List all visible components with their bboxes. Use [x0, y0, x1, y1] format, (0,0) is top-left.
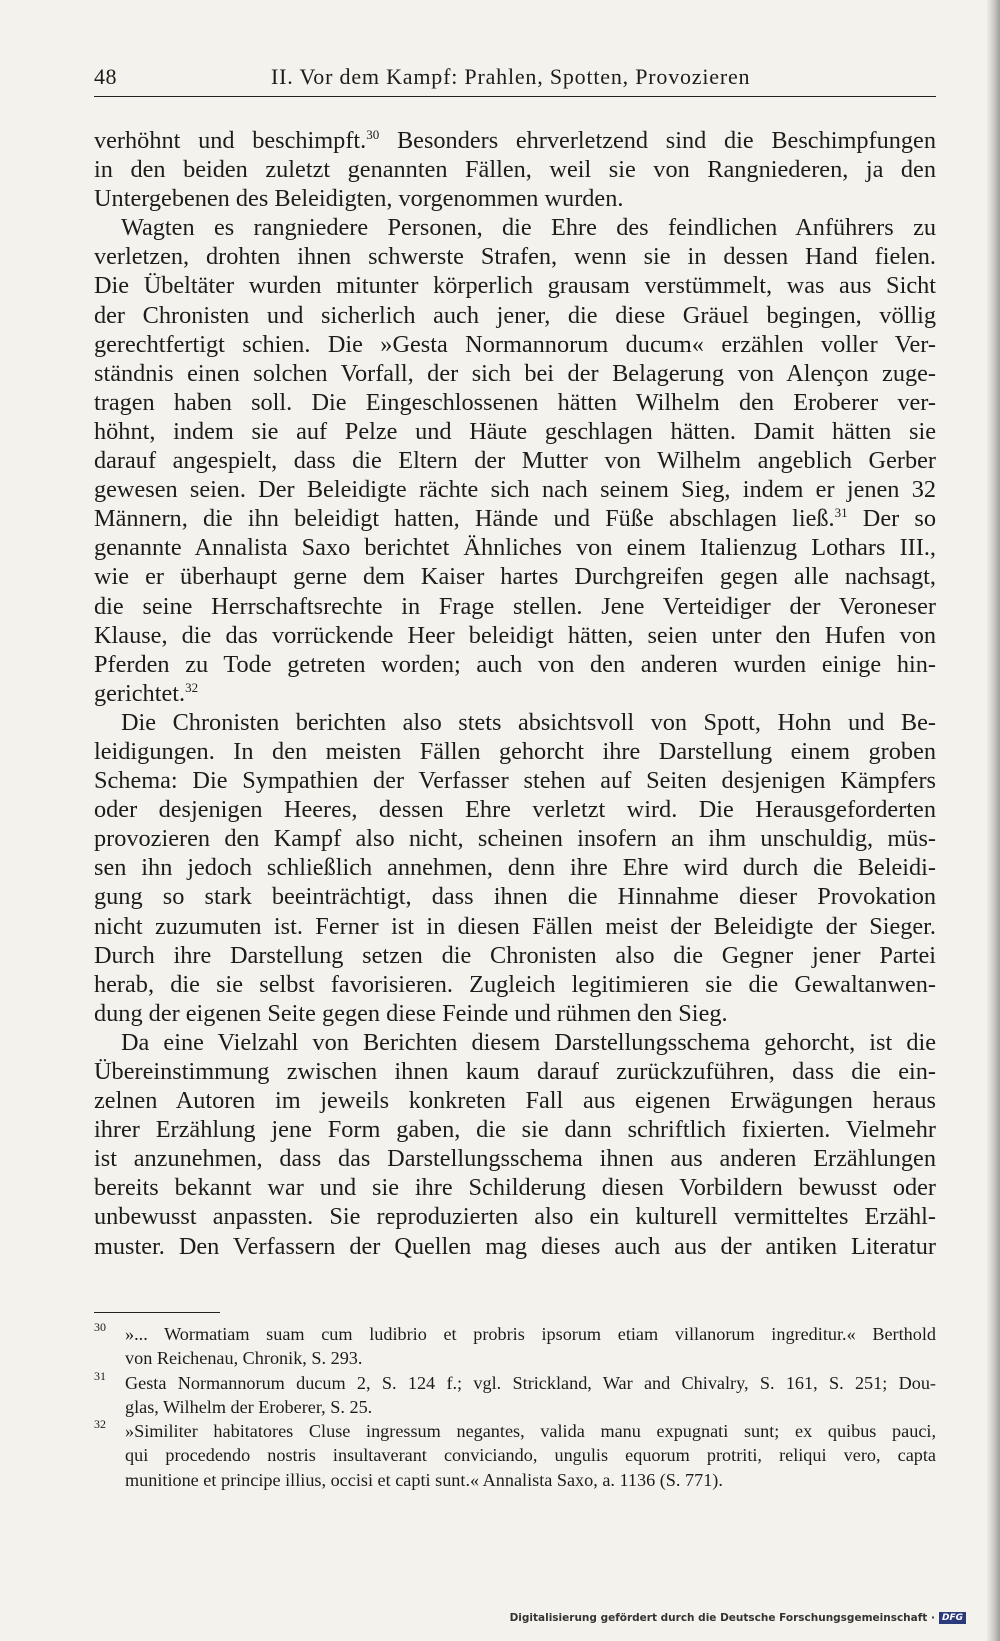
page-header	[94, 62, 936, 97]
text-line: höhnt, indem sie auf Pelze und Häute geschlagen hätten. Damit hätten sie	[94, 417, 936, 445]
text-line: sen ihn jedoch schließlich annehmen, denn ihre Ehre wird durch die Beleidi-	[94, 854, 936, 882]
text-line: Klause, die das vorrückende Heer beleidigt hätten, seien unter den Hufen von	[94, 621, 936, 649]
footnote-number: 30	[94, 1320, 106, 1334]
text-line: provozieren den Kampf also nicht, scheinen insofern an ihm unschuldig, müs-	[94, 825, 936, 853]
footnote-number: 32	[94, 1417, 106, 1432]
running-head: II. Vor dem Kampf: Prahlen, Spotten, Provozieren	[271, 64, 751, 89]
digitization-credit	[510, 1612, 966, 1624]
text-line: Durch ihre Darstellung setzen die Chronisten also die Gegner jener Partei	[94, 941, 936, 969]
footnote	[94, 1322, 936, 1371]
text-line: Die Übeltäter wurden mitunter körperlich grausam verstümmelt, was aus Sicht	[94, 272, 936, 300]
footnote-separator	[94, 1312, 220, 1313]
footnote-ref: 31	[834, 505, 848, 521]
text-line: gung so stark beeinträchtigt, dass ihnen die Hinnahme dieser Provokation	[94, 883, 936, 911]
text-line: Untergebenen des Beleidigten, vorgenommen wurden.	[94, 185, 624, 213]
text-line: tragen haben soll. Die Eingeschlossenen hätten Wilhelm den Eroberer ver-	[94, 388, 936, 416]
text-line: nicht zuzumuten ist. Ferner ist in diesen Fällen meist der Beleidigte der Sieger.	[94, 912, 936, 940]
text-line: darauf angespielt, dass die Eltern der Mutter von Wilhelm angeblich Gerber	[94, 447, 936, 475]
footnote-line: »... Wormatiam suam cum ludibrio et probris ipsorum etiam villanorum ingreditur.« Berthold	[125, 1324, 936, 1344]
page-edge-shadow	[986, 0, 1000, 1641]
text-line: oder desjenigen Heeres, dessen Ehre verletzt wird. Die Herausgeforderten	[94, 796, 936, 824]
text-line: genannte Annalista Saxo berichtet Ähnliches von einem Italienzug Lothars III.,	[94, 534, 936, 562]
footnote-line: »Similiter habitatores Cluse ingressum negantes, valida manu expugnati sunt; ex quibus pauci,	[125, 1421, 936, 1442]
text-line: ihrer Erzählung jene Form gaben, die sie dann schriftlich fixierten. Vielmehr	[94, 1116, 936, 1144]
text-line: herab, die sie selbst favorisieren. Zugleich legitimieren sie die Gewaltanwen-	[94, 970, 936, 998]
footnote	[94, 1368, 936, 1420]
credit-text: Digitalisierung gefördert durch die Deutsche Forschungsgemeinschaft ·	[509, 1612, 935, 1624]
text-line: gerechtfertigt schien. Die »Gesta Normannorum ducum« erzählen voller Ver-	[94, 330, 936, 358]
footnotes	[94, 1322, 936, 1492]
text-line: bereits bekannt war und sie ihre Schilderung diesen Vorbildern bewusst oder	[94, 1174, 936, 1202]
text-line: ständnis einen solchen Vorfall, der sich bei der Belagerung von Alençon zuge-	[94, 359, 936, 387]
text-line: Männern, die ihn beleidigt hatten, Hände und Füße abschlagen ließ.$^{31}$ Der so	[94, 505, 937, 533]
text-line: zelnen Autoren im jeweils konkreten Fall aus eigenen Erwägungen heraus	[94, 1087, 936, 1115]
text-line: in den beiden zuletzt genannten Fällen, weil sie von Rangniederen, ja den	[94, 156, 936, 184]
footnote-ref: 32	[185, 679, 199, 695]
text-line: unbewusst anpassten. Sie reproduzierten also ein kulturell vermitteltes Erzähl-	[94, 1203, 936, 1231]
text-line: Schema: Die Sympathien der Verfasser stehen auf Seiten desjenigen Kämpfers	[94, 767, 936, 795]
main-text	[94, 126, 936, 1261]
text-line: der Chronisten und sicherlich auch jener, die diese Gräuel begingen, völlig	[94, 301, 936, 329]
text-line: leidigungen. In den meisten Fällen gehorcht ihre Darstellung einem groben	[94, 737, 936, 765]
text-line: die seine Herrschaftsrechte in Frage stellen. Jene Verteidiger der Veroneser	[94, 592, 936, 620]
footnote-line: munitione et principe illius, occisi et capti sunt.« Annalista Saxo, a. 1136 (S. 771).	[125, 1469, 723, 1490]
footnote-line: qui procedendo nostris insultaverant conviciando, ungulis equorum protriti, reliqui vero, capta	[125, 1445, 936, 1466]
text-line: Pferden zu Tode getreten worden; auch von den anderen wurden einige hin-	[94, 650, 936, 678]
text-line: muster. Den Verfassern der Quellen mag dieses auch aus der antiken Literatur	[94, 1232, 936, 1260]
footnote-line: glas, Wilhelm der Eroberer, S. 25.	[125, 1396, 373, 1417]
text-line: Die Chronisten berichten also stets absichtsvoll von Spott, Hohn und Be-	[121, 708, 936, 736]
footnote-line: von Reichenau, Chronik, S. 293.	[125, 1348, 363, 1369]
text-line: Da eine Vielzahl von Berichten diesem Darstellungsschema gehorcht, ist die	[121, 1028, 936, 1056]
page-number: 48	[94, 64, 117, 89]
text-line: Wagten es rangniedere Personen, die Ehre des feindlichen Anführers zu	[121, 214, 936, 242]
text-line: ist anzunehmen, dass das Darstellungsschema ihnen aus anderen Erzählungen	[94, 1145, 936, 1173]
text-line: gerichtet.$^{32}$	[94, 679, 199, 707]
footnote-number: 31	[94, 1368, 106, 1383]
dfg-logo: DFG	[939, 1612, 966, 1624]
footnote-line: Gesta Normannorum ducum 2, S. 124 f.; vgl. Strickland, War and Chivalry, S. 161, S. 251; Dou-	[125, 1372, 936, 1393]
text-line: verletzen, drohten ihnen schwerste Strafen, wenn sie in dessen Hand fielen.	[94, 243, 936, 271]
footnote-ref: 30	[366, 127, 380, 142]
footnote	[94, 1419, 936, 1492]
text-line: dung der eigenen Seite gegen diese Feinde und rühmen den Sieg.	[94, 999, 728, 1027]
text-line: gewesen seien. Der Beleidigte rächte sich nach seinem Sieg, indem er jenen 32	[94, 476, 936, 504]
text-line: wie er überhaupt gerne dem Kaiser hartes Durchgreifen gegen alle nachsagt,	[94, 563, 936, 591]
text-line: verhöhnt und beschimpft.$^{30}$ Besonders ehrverletzend sind die Beschimpfungen	[94, 127, 936, 154]
text-line: Übereinstimmung zwischen ihnen kaum darauf zurückzuführen, dass die ein-	[94, 1058, 936, 1085]
